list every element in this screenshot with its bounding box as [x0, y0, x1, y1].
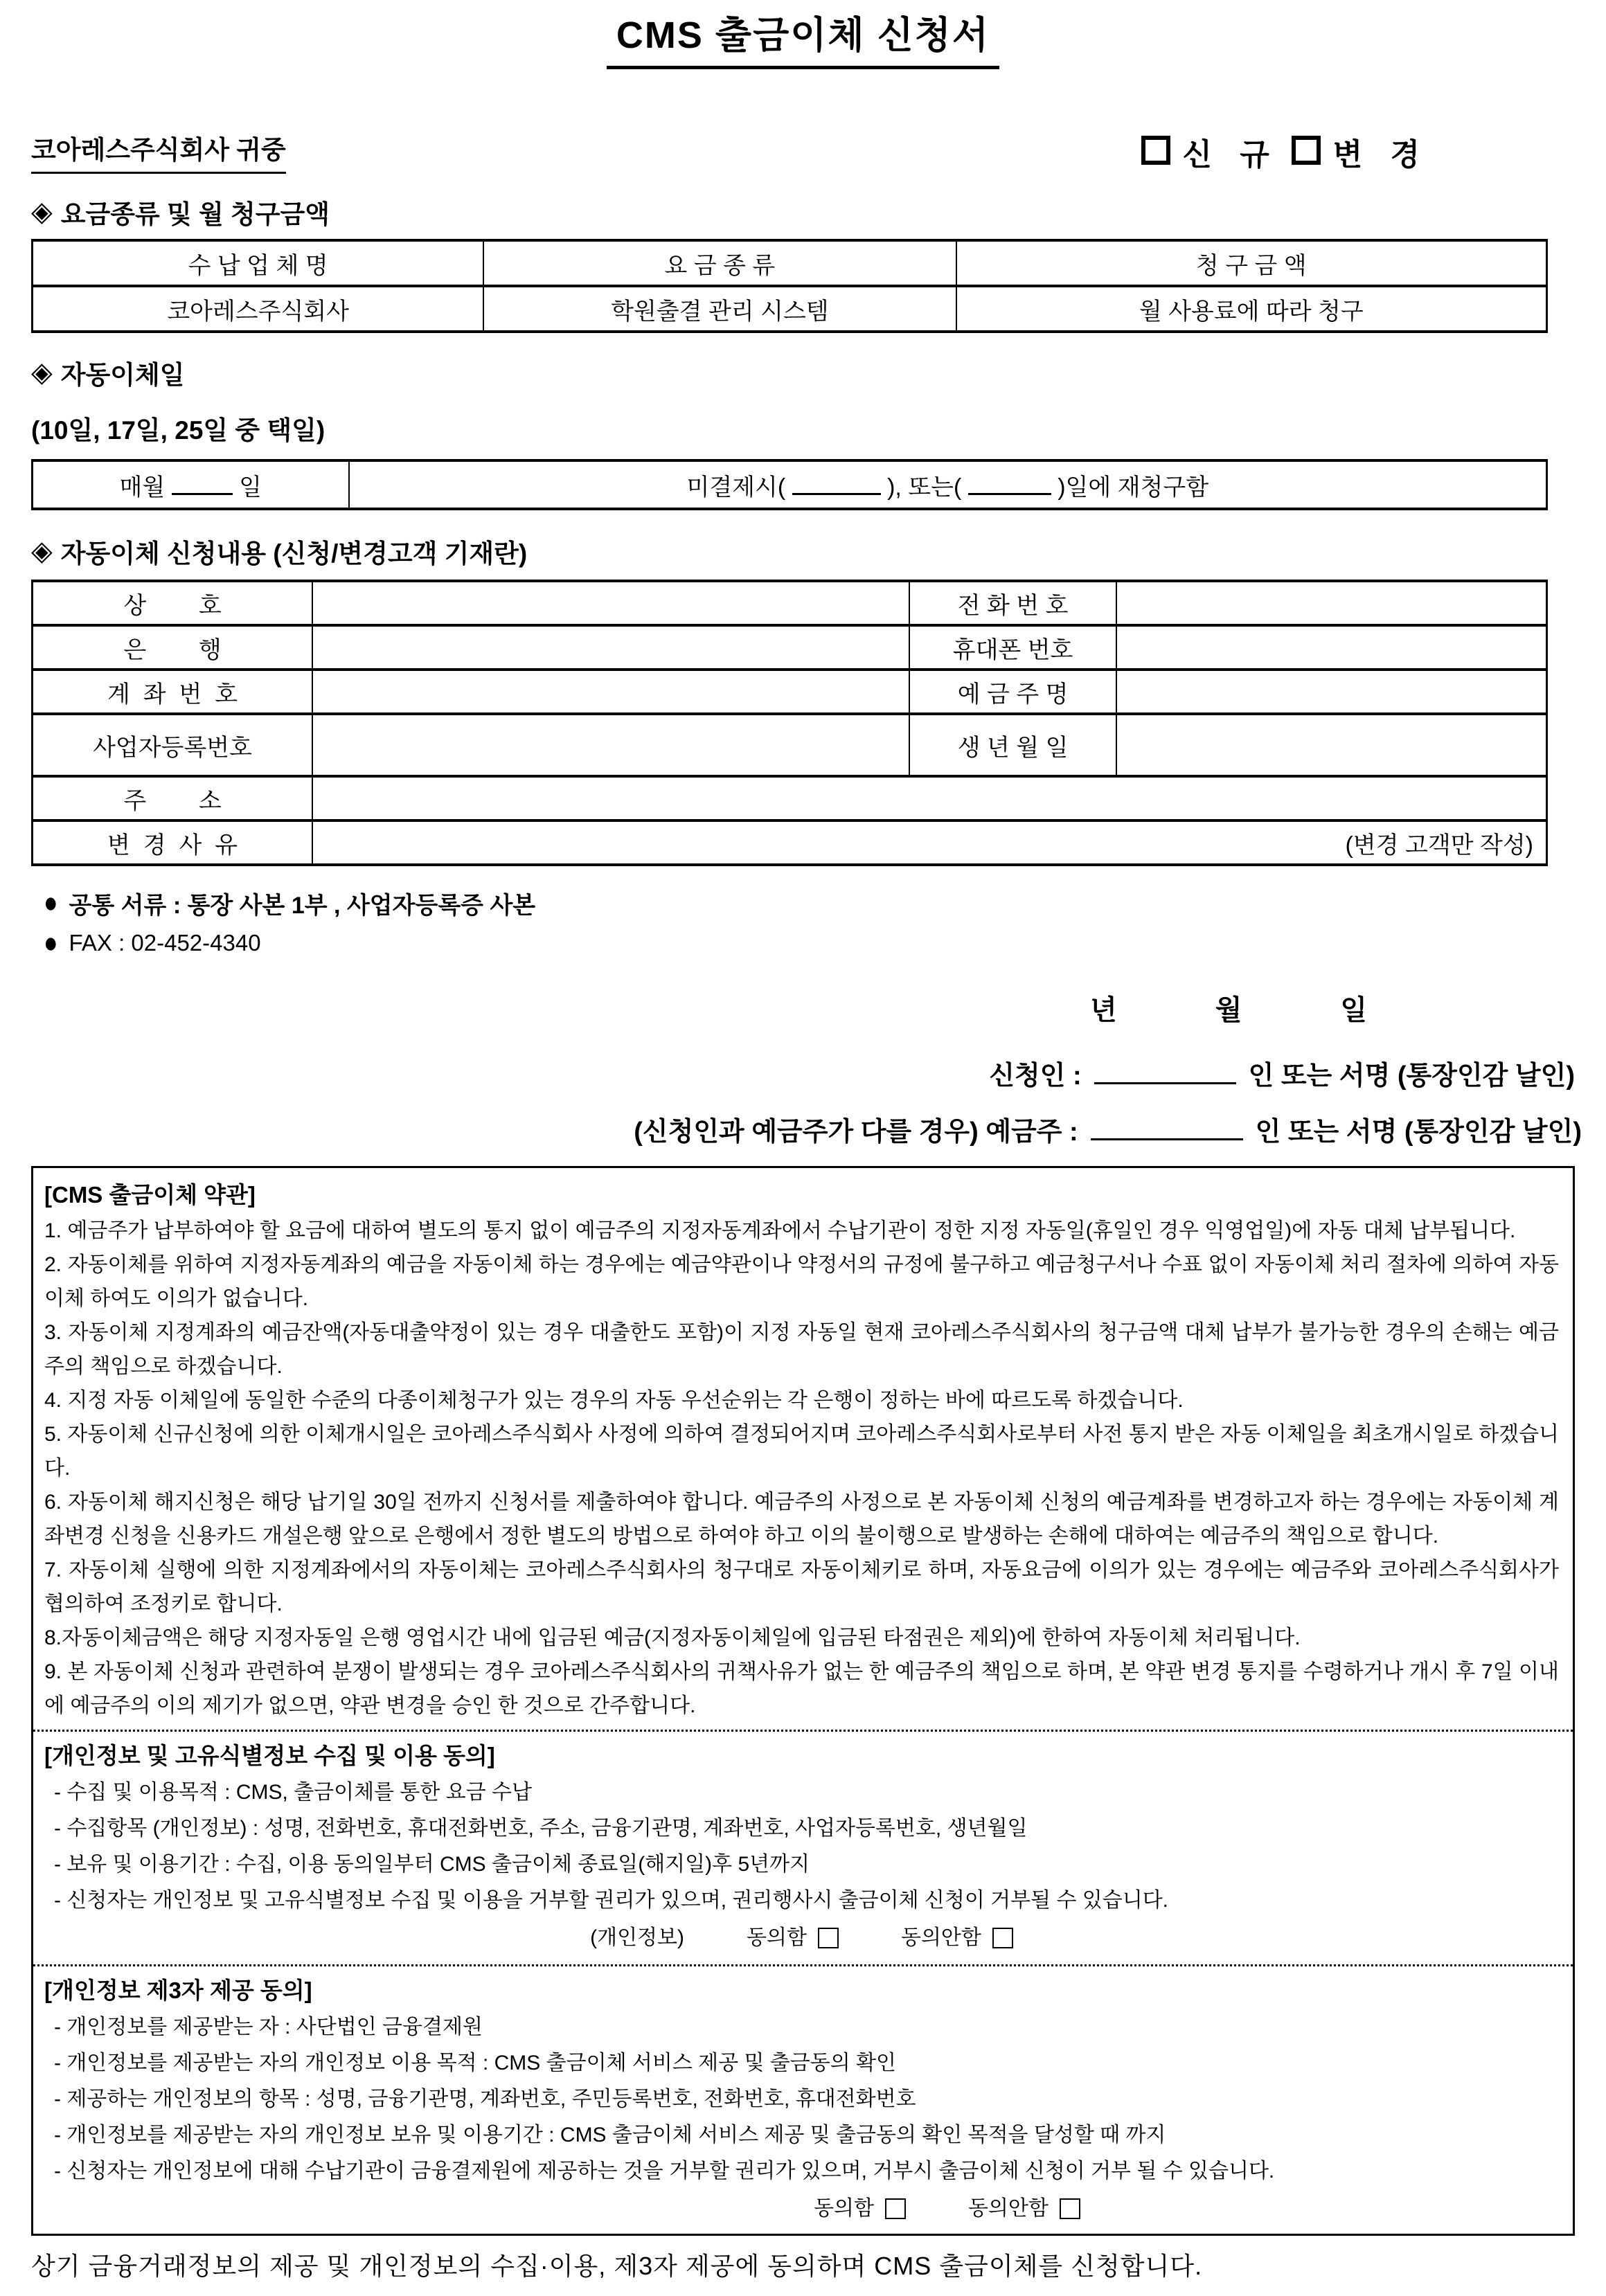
terms-box [31, 1166, 1575, 2236]
list-item: - 수집 및 이용목적 : CMS, 출금이체를 통한 요금 수납 [54, 1781, 532, 1804]
label-mobile: 휴대폰 번호 [909, 625, 1117, 670]
transfer-day-row [33, 460, 1547, 509]
third-party-heading: [개인정보 제3자 제공 동의] [44, 1977, 312, 2003]
privacy-items [44, 1775, 1559, 1919]
fee-value-type: 학원출결 관리 시스템 [483, 286, 956, 332]
title-wrap [31, 6, 1575, 69]
privacy-agree-pair [747, 1919, 839, 1957]
new-checkbox[interactable] [1141, 136, 1170, 165]
bullet-icon: ● [44, 926, 58, 960]
transfer-day-blank[interactable] [172, 469, 233, 495]
depositor-sign-blank[interactable] [1091, 1114, 1243, 1140]
transfer-day-heading-label: 자동이체일 [60, 361, 185, 389]
day-label: 일 [1340, 995, 1367, 1025]
cell-phone-number[interactable] [1116, 581, 1546, 625]
fee-table-header-row [33, 240, 1547, 286]
new-label: 신 규 [1182, 138, 1279, 172]
privacy-heading: [개인정보 및 고유식별정보 수집 및 이용 동의] [44, 1743, 495, 1768]
third-party-agree-label: 동의함 [814, 2197, 875, 2220]
application-heading-label: 자동이체 신청내용 (신청/변경고객 기재란) [60, 539, 528, 568]
cell-business-reg-number[interactable] [312, 714, 909, 776]
terms-clause: 6. 자동이체 해지신청은 해당 납기일 30일 전까지 신청서를 제출하여야 합니다. 예금주의 사정으로 본 자동이체 신청의 예금계좌를 변경하고자 하는 경우에는 자동이체 계좌변경 신청을 신용카드 개설은행 앞으로 은행에서 정한 별도의 방법으로 하여야 하고 이의 불이행으로 발생하는 손해에 대하여는 예금주의 책임으로 합니다. [44, 1491, 1559, 1548]
privacy-disagree-label: 동의안함 [900, 1926, 981, 1949]
diamond-bullet-icon: ◈ [31, 357, 53, 388]
documents-note [44, 883, 1575, 923]
terms-clause: 1. 예금주가 납부하여야 할 요금에 대하여 별도의 통지 없이 예금주의 지정자동계좌에서 수납기관이 정한 지정 자동일(휴일인 경우 익영업일)에 자동 대체 납부됩니다. [44, 1219, 1516, 1242]
rebill-part2: ), 또는( [887, 474, 962, 501]
fee-header-type: 요 금 종 류 [483, 240, 956, 286]
table-row [33, 670, 1547, 714]
cell-rebill[interactable] [349, 460, 1547, 509]
cell-mobile-number[interactable] [1116, 625, 1546, 670]
table-row [33, 776, 1547, 820]
third-party-disagree-checkbox[interactable] [1060, 2198, 1080, 2219]
third-party-agree-checkbox[interactable] [885, 2198, 906, 2219]
fee-value-amount: 월 사용료에 따라 청구 [956, 286, 1547, 332]
label-account: 계 좌 번 호 [33, 670, 313, 714]
terms-section [44, 1176, 1559, 1723]
monthly-suffix: 일 [239, 474, 262, 501]
fee-section-heading [31, 193, 1575, 231]
label-birth: 생 년 월 일 [909, 714, 1117, 776]
diamond-bullet-icon: ◈ [31, 536, 53, 566]
fax-note [44, 923, 1575, 963]
transfer-day-subheading: (10일, 17일, 25일 중 택일) [31, 416, 325, 445]
third-party-items [44, 2009, 1559, 2189]
bullet-icon: ● [44, 886, 58, 920]
privacy-disagree-pair [901, 1919, 1013, 1957]
change-checkbox[interactable] [1292, 136, 1321, 165]
applicant-sign-blank[interactable] [1094, 1058, 1236, 1084]
rebill-part3: )일에 재청구함 [1058, 474, 1209, 501]
change-reason-note: (변경 고객만 작성) [1345, 832, 1533, 859]
terms-clause: 3. 자동이체 지정계좌의 예금잔액(자동대출약정이 있는 경우 대출한도 포함)이 지정 자동일 현재 코아레스주식회사의 청구금액 대체 납부가 불가능한 경우의 손해는 예금주의 책임으로 하겠습니다. [44, 1321, 1559, 1378]
rebill-blank-2[interactable] [968, 469, 1051, 495]
cell-transfer-day[interactable] [33, 460, 349, 509]
application-heading [31, 532, 1575, 570]
third-party-consent-section [44, 1972, 1559, 2228]
third-party-disagree-label: 동의안함 [968, 2197, 1049, 2220]
applicant-suffix: 인 또는 서명 (통장인감 날인) [1248, 1061, 1575, 1091]
year-label: 년 [1090, 995, 1117, 1025]
terms-clause: 7. 자동이체 실행에 의한 지정계좌에서의 자동이체는 코아레스주식회사의 청구대로 자동이체키로 하며, 자동요금에 이의가 있는 경우에는 예금주와 코아레스주식회사가 협의하여 조정키로 합니다. [44, 1559, 1559, 1615]
fee-section-heading-label: 요금종류 및 월 청구금액 [60, 200, 330, 228]
depositor-sign-line [31, 1110, 1582, 1148]
cell-depositor-name[interactable] [1116, 670, 1546, 714]
privacy-agree-label: 동의함 [747, 1926, 807, 1949]
privacy-consent-line [44, 1919, 1559, 1957]
label-business-reg: 사업자등록번호 [33, 714, 313, 776]
change-label: 변 경 [1332, 138, 1429, 172]
cell-bank[interactable] [312, 625, 909, 670]
privacy-consent-prefix: (개인정보) [590, 1926, 685, 1949]
rebill-blank-1[interactable] [792, 469, 881, 495]
table-row [33, 581, 1547, 625]
documents-note-text: 공통 서류 : 통장 사본 1부 , 사업자등록증 사본 [69, 892, 536, 919]
list-item: - 개인정보를 제공받는 자의 개인정보 이용 목적 : CMS 출금이체 서비스 제공 및 출금동의 확인 [54, 2052, 896, 2074]
list-item: - 제공하는 개인정보의 항목 : 성명, 금융기관명, 계좌번호, 주민등록번호, 전화번호, 휴대전화번호 [54, 2088, 916, 2110]
third-party-consent-line [44, 2189, 1559, 2228]
terms-clause: 5. 자동이체 신규신청에 의한 이체개시일은 코아레스주식회사 사정에 의하여 결정되어지며 코아레스주식회사로부터 사전 통지 받은 자동 이체일을 최초개시일로 하겠습니다. [44, 1423, 1559, 1480]
table-row [33, 820, 1547, 865]
monthly-prefix: 매월 [119, 474, 166, 501]
cell-address[interactable] [312, 776, 1546, 820]
third-party-agree-pair [814, 2189, 906, 2228]
label-company: 상 호 [33, 581, 313, 625]
notes [31, 883, 1575, 963]
third-party-disagree-pair [968, 2189, 1080, 2228]
cell-change-reason[interactable] [312, 820, 1546, 865]
list-item: - 신청자는 개인정보에 대해 수납기관이 금융결제원에 제공하는 것을 거부할 권리가 있으며, 거부시 출금이체 신청이 거부 될 수 있습니다. [54, 2160, 1275, 2182]
header-row [31, 129, 1575, 174]
terms-clause: 8.자동이체금액은 해당 지정자동일 은행 영업시간 내에 입금된 예금(지정자동이체일에 입금된 타점권은 제외)에 한하여 자동이체 처리됩니다. [44, 1626, 1301, 1649]
cell-birth-date[interactable] [1116, 714, 1546, 776]
fee-value-company: 코아레스주식회사 [33, 286, 484, 332]
section-divider [33, 1730, 1573, 1732]
privacy-consent-section [44, 1737, 1559, 1957]
transfer-day-table [31, 459, 1548, 510]
label-depositor: 예 금 주 명 [909, 670, 1117, 714]
table-row [33, 625, 1547, 670]
list-item: - 신청자는 개인정보 및 고유식별정보 수집 및 이용을 거부할 권리가 있으며, 권리행사시 출금이체 신청이 거부될 수 있습니다. [54, 1889, 1169, 1912]
depositor-label: (신청인과 예금주가 다를 경우) 예금주 : [634, 1118, 1078, 1147]
privacy-disagree-checkbox[interactable] [992, 1928, 1013, 1948]
page-title: CMS 출금이체 신청서 [607, 6, 999, 69]
table-row [33, 714, 1547, 776]
label-phone: 전 화 번 호 [909, 581, 1117, 625]
terms-clause: 4. 지정 자동 이체일에 동일한 수준의 다종이체청구가 있는 경우의 자동 우선순위는 각 은행이 정하는 바에 따르도록 하겠습니다. [44, 1389, 1184, 1412]
list-item: - 개인정보를 제공받는 자 : 사단법인 금융결제원 [54, 2016, 483, 2038]
application-table [31, 580, 1548, 866]
fee-table [31, 239, 1548, 333]
list-item: - 개인정보를 제공받는 자의 개인정보 보유 및 이용기간 : CMS 출금이체 서비스 제공 및 출금동의 확인 목적을 달성할 때 까지 [54, 2124, 1166, 2146]
rebill-part1: 미결제시( [686, 474, 786, 501]
fee-header-company: 수 납 업 체 명 [33, 240, 484, 286]
label-address: 주 소 [33, 776, 313, 820]
footer-statement: 상기 금융거래정보의 제공 및 개인정보의 수집·이용, 제3자 제공에 동의하며 CMS 출금이체를 신청합니다. [31, 2252, 1203, 2280]
depositor-suffix: 인 또는 서명 (통장인감 날인) [1255, 1118, 1582, 1147]
recipient: 코아레스주식회사 귀중 [31, 129, 286, 174]
label-bank: 은 행 [33, 625, 313, 670]
transfer-day-heading [31, 354, 1575, 391]
privacy-agree-checkbox[interactable] [818, 1928, 839, 1948]
fee-header-amount: 청 구 금 액 [956, 240, 1547, 286]
list-item: - 수집항목 (개인정보) : 성명, 전화번호, 휴대전화번호, 주소, 금융기관명, 계좌번호, 사업자등록번호, 생년월일 [54, 1817, 1028, 1840]
label-change-reason: 변 경 사 유 [33, 820, 313, 865]
month-label: 월 [1215, 995, 1242, 1025]
fax-note-text: FAX : 02-452-4340 [69, 930, 261, 956]
terms-clause: 2. 자동이체를 위하여 지정자동계좌의 예금을 자동이체 하는 경우에는 예금약관이나 약정서의 규정에 불구하고 예금청구서나 수표 없이 자동이체 처리 절차에 의하여 자동이체 하여도 이의가 없습니다. [44, 1253, 1559, 1310]
cell-account-number[interactable] [312, 670, 909, 714]
diamond-bullet-icon: ◈ [31, 197, 53, 227]
terms-clause: 9. 본 자동이체 신청과 관련하여 분쟁이 발생되는 경우 코아레스주식회사의 귀책사유가 없는 한 예금주의 책임으로 하며, 본 약관 변경 통지를 수령하거나 개시 후 7일 이내에 예금주의 이의 제기가 없으면, 약관 변경을 승인 한 것으로 간주합니다. [44, 1660, 1559, 1717]
cell-company-name[interactable] [312, 581, 909, 625]
section-divider [33, 1964, 1573, 1966]
fee-table-value-row [33, 286, 1547, 332]
new-change-group [1141, 129, 1429, 174]
applicant-sign-line [31, 1054, 1575, 1092]
list-item: - 보유 및 이용기간 : 수집, 이용 동의일부터 CMS 출금이체 종료일(해지일)후 5년까지 [54, 1853, 810, 1876]
date-line [31, 988, 1575, 1028]
terms-heading: [CMS 출금이체 약관] [44, 1182, 256, 1208]
applicant-label: 신청인 : [989, 1061, 1082, 1091]
